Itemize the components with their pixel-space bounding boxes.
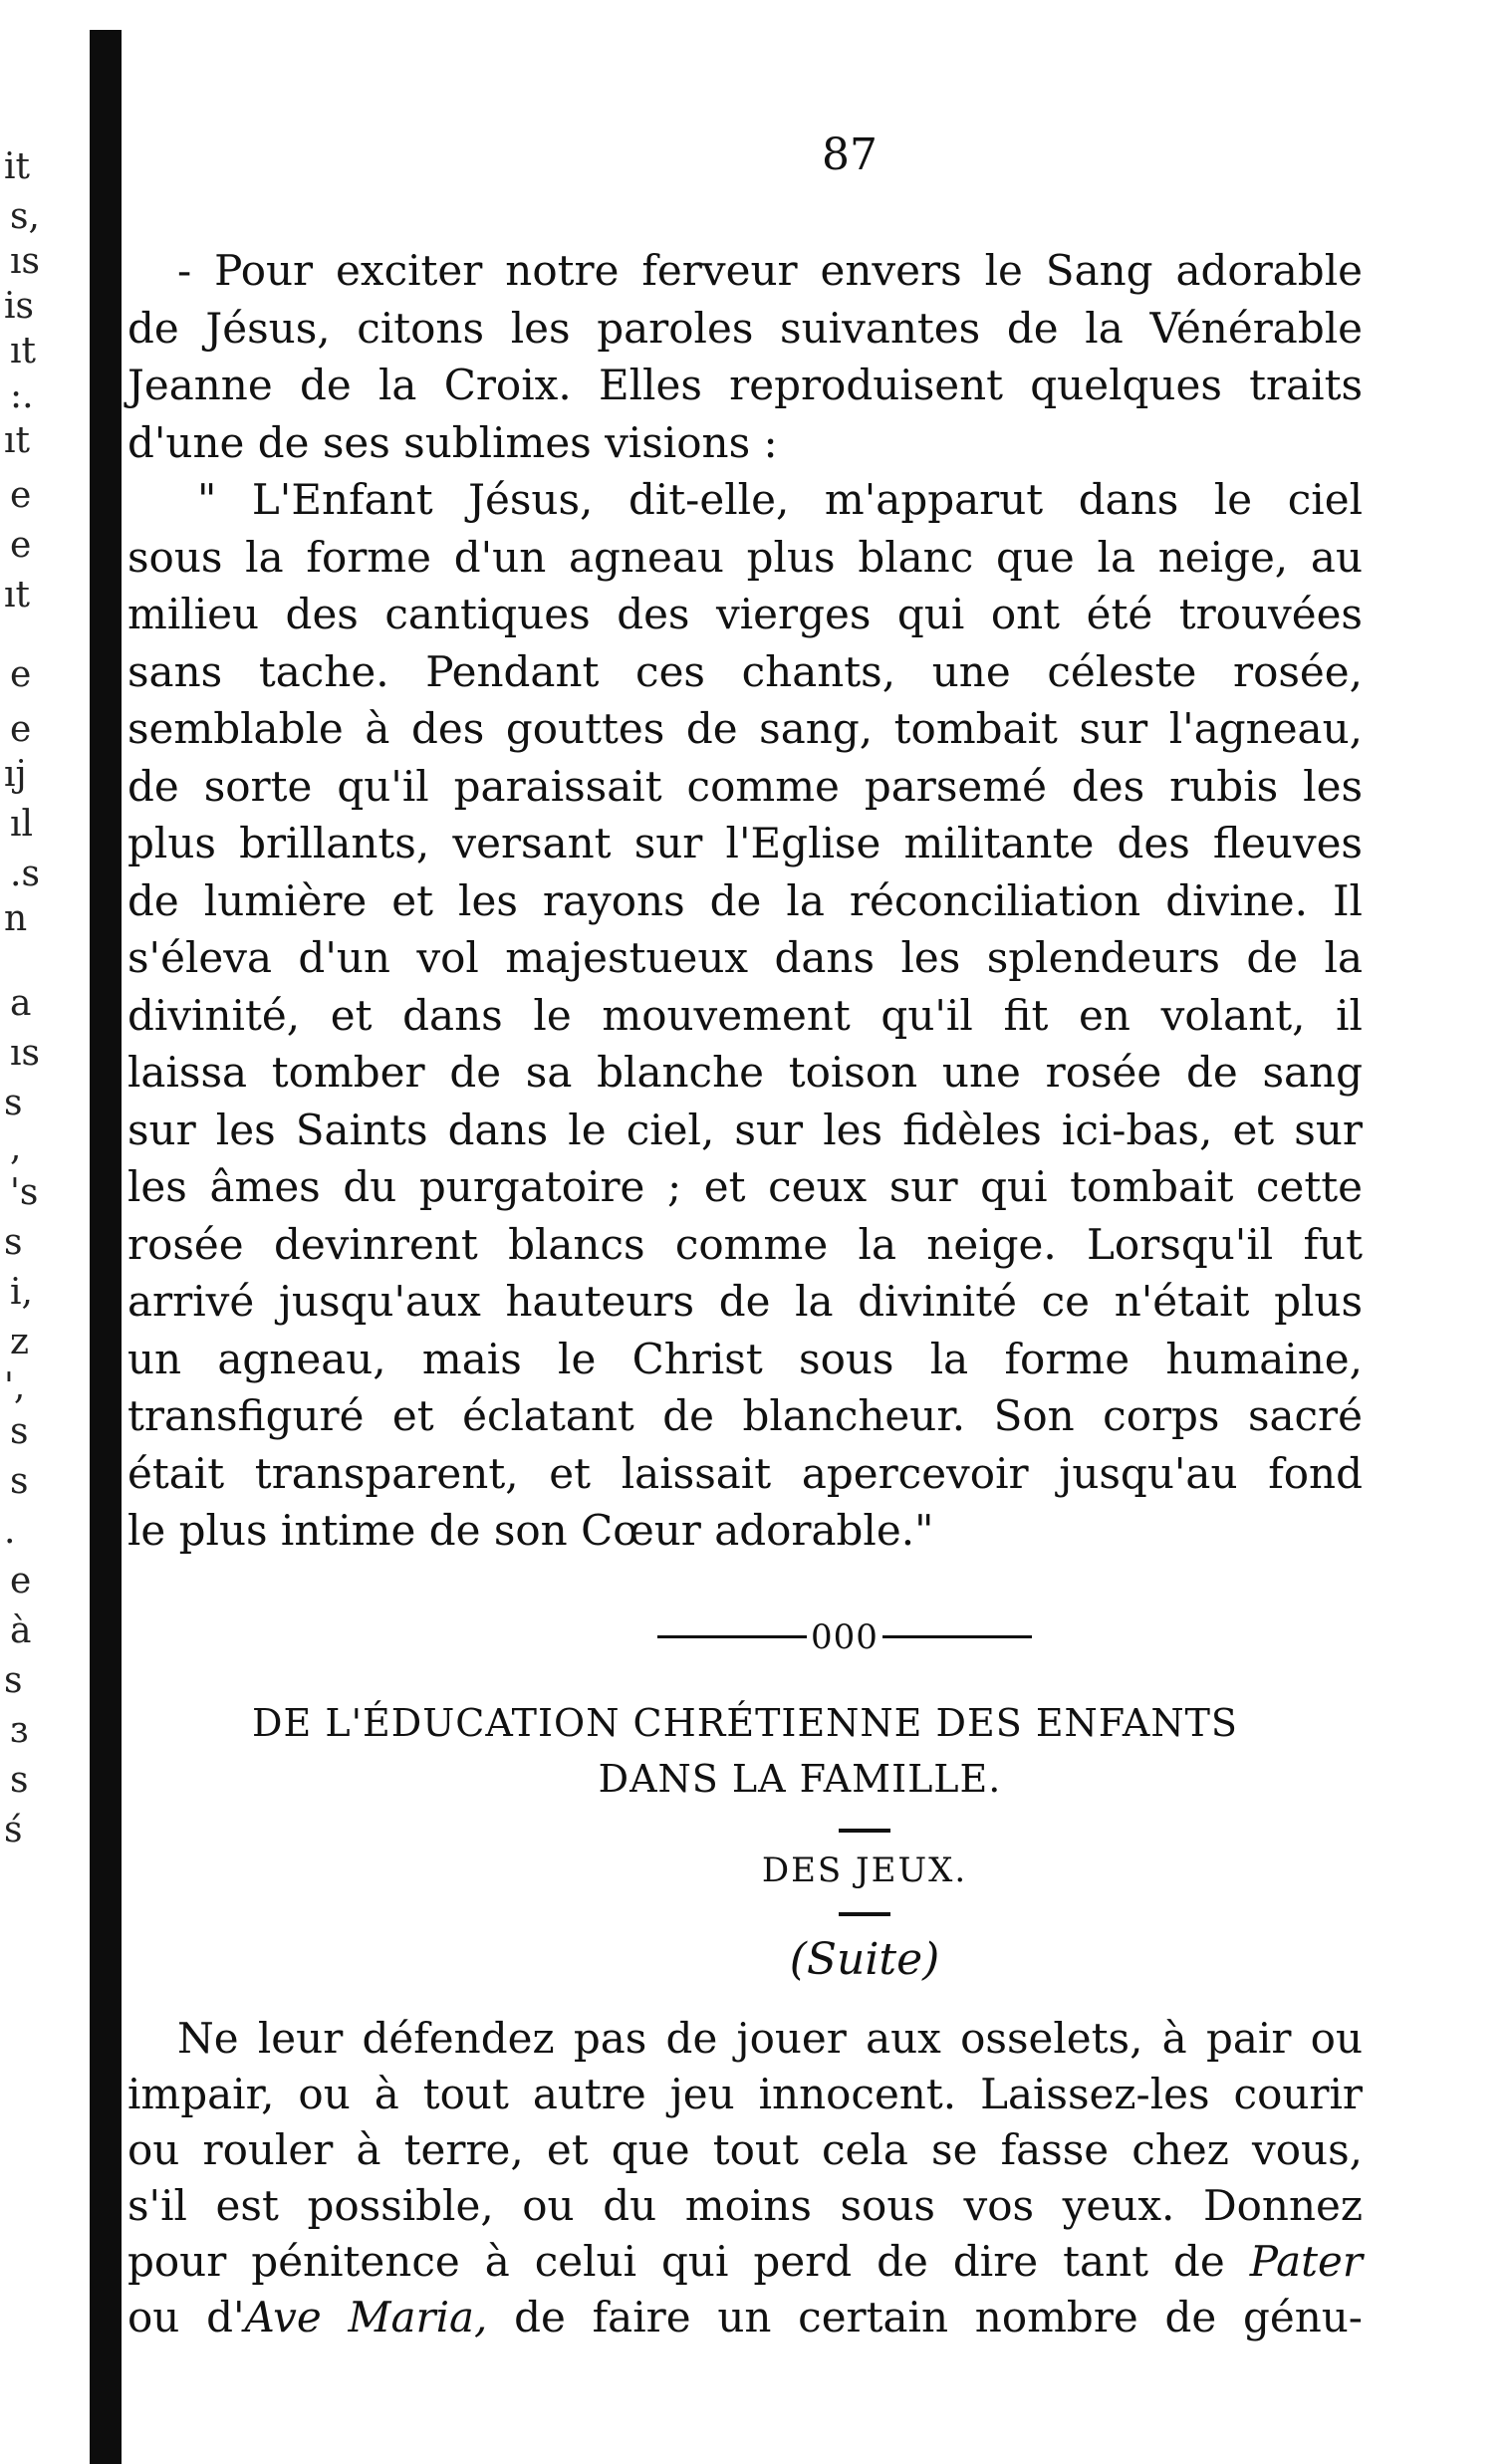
margin-fragment: n (4, 898, 28, 939)
text-line: d'une de ses sublimes visions : (127, 417, 778, 467)
text-line: sous la forme d'un agneau plus blanc que la neige, au (127, 532, 1363, 582)
margin-fragment: a (10, 983, 32, 1024)
separator-mark: 000 (811, 1616, 879, 1657)
margin-fragment: z (10, 1322, 29, 1362)
text-fragment: pour pénitence à celui qui perd de dire tant de (127, 2236, 1225, 2286)
margin-fragment: à (10, 1610, 32, 1651)
separator-rule-left (657, 1635, 807, 1638)
continuation-label: (Suite) (789, 1933, 940, 1985)
margin-fragment: e (10, 709, 32, 750)
text-line (127, 2234, 1363, 2290)
paragraph-jeux (127, 2011, 1363, 2345)
text-line: le plus intime de son Cœur adorable." (127, 1506, 934, 1555)
italic-term: Ave Maria, (244, 2292, 488, 2341)
margin-fragment: s (4, 1083, 23, 1123)
margin-fragment: s (4, 1222, 23, 1263)
section-heading: DES JEUX. (761, 1849, 968, 1890)
text-line: de sorte qu'il paraissait comme parsemé des rubis les (127, 761, 1363, 811)
text-line: sur les Saints dans le ciel, sur les fidèles ici-bas, et sur (127, 1105, 1363, 1154)
text-line: s'éleva d'un vol majestueux dans les splendeurs de la (127, 933, 1363, 982)
title-rule (839, 1829, 890, 1833)
margin-fragment: ıt (10, 331, 36, 371)
margin-fragment: s, (10, 196, 40, 237)
margin-fragment: ıt (4, 420, 30, 461)
margin-fragment: .s (10, 854, 40, 894)
margin-fragment: 's (10, 1172, 39, 1213)
text-line: un agneau, mais le Christ sous la forme humaine, (127, 1334, 1363, 1383)
margin-fragment: e (10, 654, 32, 695)
margin-fragment: ś (4, 1810, 23, 1850)
section-rule (839, 1912, 890, 1916)
text-line (127, 2290, 1363, 2345)
text-fragment: de faire un certain nombre de génu- (487, 2292, 1363, 2341)
text-line: semblable à des gouttes de sang, tombait sur l'agneau, (127, 704, 1363, 753)
text-line: s'il est possible, ou du moins sous vos yeux. Donnez (127, 2180, 1363, 2230)
text-line: ou rouler à terre, et que tout cela se fasse chez vous, (127, 2124, 1363, 2174)
text-line: de lumière et les rayons de la réconciliation divine. Il (127, 875, 1363, 925)
margin-fragment: ıl (10, 804, 34, 845)
margin-fragment: is (4, 286, 34, 327)
text-line: transfiguré et éclatant de blancheur. Son corps sacré (127, 1391, 1363, 1440)
margin-fragment: ɜ (10, 1710, 29, 1751)
left-margin-bleed (0, 0, 88, 2464)
text-line: de Jésus, citons les paroles suivantes de la Vénérable (127, 303, 1363, 353)
separator-rule-right (882, 1635, 1032, 1638)
paragraph-sang-adorable (127, 242, 1363, 1560)
text-line: - Pour exciter notre ferveur envers le Sang adorable (177, 246, 1363, 295)
margin-fragment: . (4, 1511, 16, 1552)
section-separator (327, 1617, 1363, 1657)
margin-fragment: e (10, 475, 32, 516)
text-line: divinité, et dans le mouvement qu'il fit en volant, il (127, 990, 1363, 1040)
margin-fragment: ', (4, 1366, 26, 1407)
binding-shadow (90, 30, 122, 2464)
margin-fragment: s (10, 1411, 29, 1452)
text-line: les âmes du purgatoire ; et ceux sur qui tombait cette (127, 1162, 1363, 1211)
margin-fragment: ıs (10, 1033, 40, 1074)
margin-fragment: ıt (4, 575, 30, 616)
text-line: milieu des cantiques des vierges qui ont été trouvées (127, 590, 1363, 638)
margin-fragment: i, (10, 1272, 33, 1313)
book-page (127, 129, 1363, 2345)
margin-fragment: it (4, 146, 30, 187)
page-number: 87 (822, 129, 878, 180)
margin-fragment: e (10, 525, 32, 566)
text-line: rosée devinrent blancs comme la neige. Lorsqu'il fut (127, 1219, 1363, 1269)
article-title-line1: DE L'ÉDUCATION CHRÉTIENNE DES ENFANTS (252, 1700, 1238, 1745)
margin-fragment: ıs (10, 241, 40, 282)
margin-fragment: :. (10, 375, 34, 416)
italic-term: Pater (1249, 2236, 1363, 2286)
text-line: était transparent, et laissait apercevoir jusqu'au fond (127, 1448, 1363, 1498)
article-title-line2: DANS LA FAMILLE. (598, 1756, 1002, 1801)
text-line: plus brillants, versant sur l'Eglise militante des fleuves (127, 819, 1363, 867)
text-line: Jeanne de la Croix. Elles reproduisent quelques traits (127, 361, 1363, 409)
margin-fragment: e (10, 1561, 32, 1602)
margin-fragment: s (10, 1461, 29, 1502)
text-line: impair, ou à tout autre jeu innocent. Laissez-les courir (127, 2069, 1363, 2118)
margin-fragment: s (4, 1660, 23, 1701)
margin-fragment: ıj (4, 754, 27, 795)
text-fragment: ou d' (127, 2292, 245, 2341)
article-title (127, 1695, 1363, 1807)
text-line: arrivé jusqu'aux hauteurs de la divinité ce n'était plus (127, 1277, 1363, 1326)
margin-fragment: , (10, 1127, 22, 1168)
text-line: " L'Enfant Jésus, dit-elle, m'apparut dans le ciel (197, 475, 1363, 524)
margin-fragment: s (10, 1760, 29, 1801)
text-line: laissa tomber de sa blanche toison une rosée de sang (127, 1048, 1363, 1097)
text-line: sans tache. Pendant ces chants, une céleste rosée, (127, 646, 1363, 696)
text-line: Ne leur défendez pas de jouer aux osselets, à pair ou (177, 2013, 1363, 2063)
